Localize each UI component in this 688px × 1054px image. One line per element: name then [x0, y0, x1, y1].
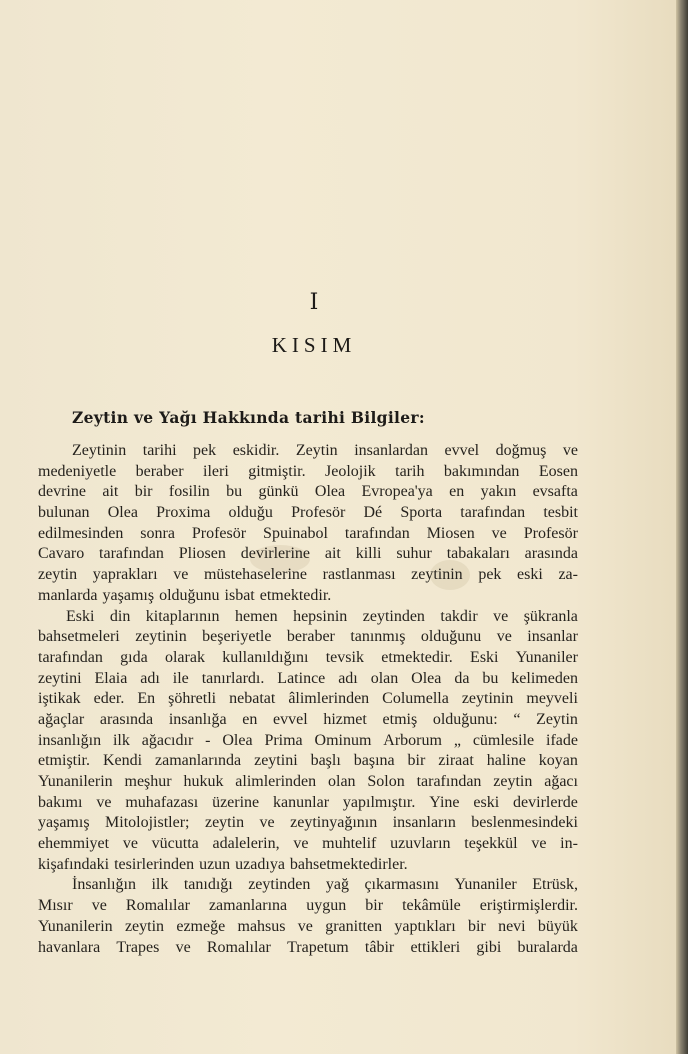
text-line: zeytini Elaia adı ile tanırlardı. Latince adı olan Olea da bu kelimeden	[38, 669, 578, 687]
text-line: tarafından gıda olarak kullanıldığını tevsik etmektedir. Eski Yunaniler	[38, 648, 578, 666]
text-line: Yunanilerin meşhur hukuk alimlerinden olan Solon tarafından zeytin ağacı	[38, 773, 578, 790]
text-line: zeytin yaprakları ve müstehaselerine rastlanması zeytinin pek eski za-	[38, 566, 578, 584]
text-line: İnsanlığın ilk tanıdığı zeytinden yağ çıkarmasını Yunaniler Etrüsk,	[72, 876, 578, 894]
text-line: Mısır ve Romalılar zamanlarına uygun bir tekâmüle eriştirmişlerdir.	[38, 897, 578, 915]
text-line: medeniyetle beraber ileri gitmiştir. Jeolojik tarih bakımından Eosen	[38, 462, 578, 480]
text-line: ehemmiyet ve vücutta adalelerin, ve muhtelif uzuvların teşekkül ve in-	[38, 835, 578, 853]
text-line: iştikak eder. En şöhretli nebatat âlimlerinden Columella zeytinin meyveli	[38, 690, 578, 708]
text-line: etmiştir. Kendi zamanlarında zeytini başlı başına bir ziraat haline koyan	[38, 752, 578, 770]
part-number: I	[309, 290, 319, 315]
body-text	[38, 441, 578, 958]
text-line: Zeytinin tarihi pek eskidir. Zeytin insanlardan evvel doğmuş ve	[72, 442, 578, 459]
text-line: Eski din kitaplarının hemen hepsinin zeytinden takdir ve şükranla	[66, 607, 578, 625]
text-line: havanlara Trapes ve Romalılar Trapetum tâbir ettikleri gibi buralarda	[38, 938, 578, 956]
text-line: kişafındaki tesirlerinden uzun uzadıya bahsetmektedirler.	[38, 855, 408, 873]
text-line: edilmesinden sonra Profesör Spuinabol tarafından Miosen ve Profesör	[38, 524, 578, 542]
text-line: Cavaro tarafından Pliosen devirlerine ait killi suhur tabakaları arasında	[38, 545, 578, 563]
page-edge	[676, 0, 688, 1054]
part-title: KISIM	[271, 333, 357, 357]
text-line: bulunan Olea Proxima olduğu Profesör Dé Sporta tarafından tesbit	[38, 504, 578, 522]
section-heading: Zeytin ve Yağı Hakkında tarihi Bilgiler:	[72, 408, 425, 427]
text-line: insanlığın ilk ağacıdır - Olea Prima Ominum Arborum „ cümlesile ifade	[38, 731, 578, 749]
text-line: bahsetmeleri zeytinin beşeriyetle beraber tanınmış olduğunu ve insanlar	[38, 628, 578, 646]
text-line: ağaçlar arasında insanlığa en evvel hizmet etmiş olduğunu: “ Zeytin	[38, 710, 578, 728]
text-line: manlarda yaşamış olduğunu isbat etmektedir.	[38, 586, 332, 604]
text-line: devrine ait bir fosilin bu günkü Olea Evropea'ya en yakın evsafta	[38, 483, 578, 501]
text-line: Yunanilerin zeytin ezmeğe mahsus ve granitten yaptıkları bir nevi büyük	[38, 917, 578, 935]
text-line: yaşamış Mitolojistler; zeytin ve zeytinyağının insanların beslenmesindeki	[38, 814, 578, 832]
text-line: bakımı ve muhafazası üzerine kanunlar yapılmıştır. Yine eski devirlerde	[38, 793, 578, 811]
